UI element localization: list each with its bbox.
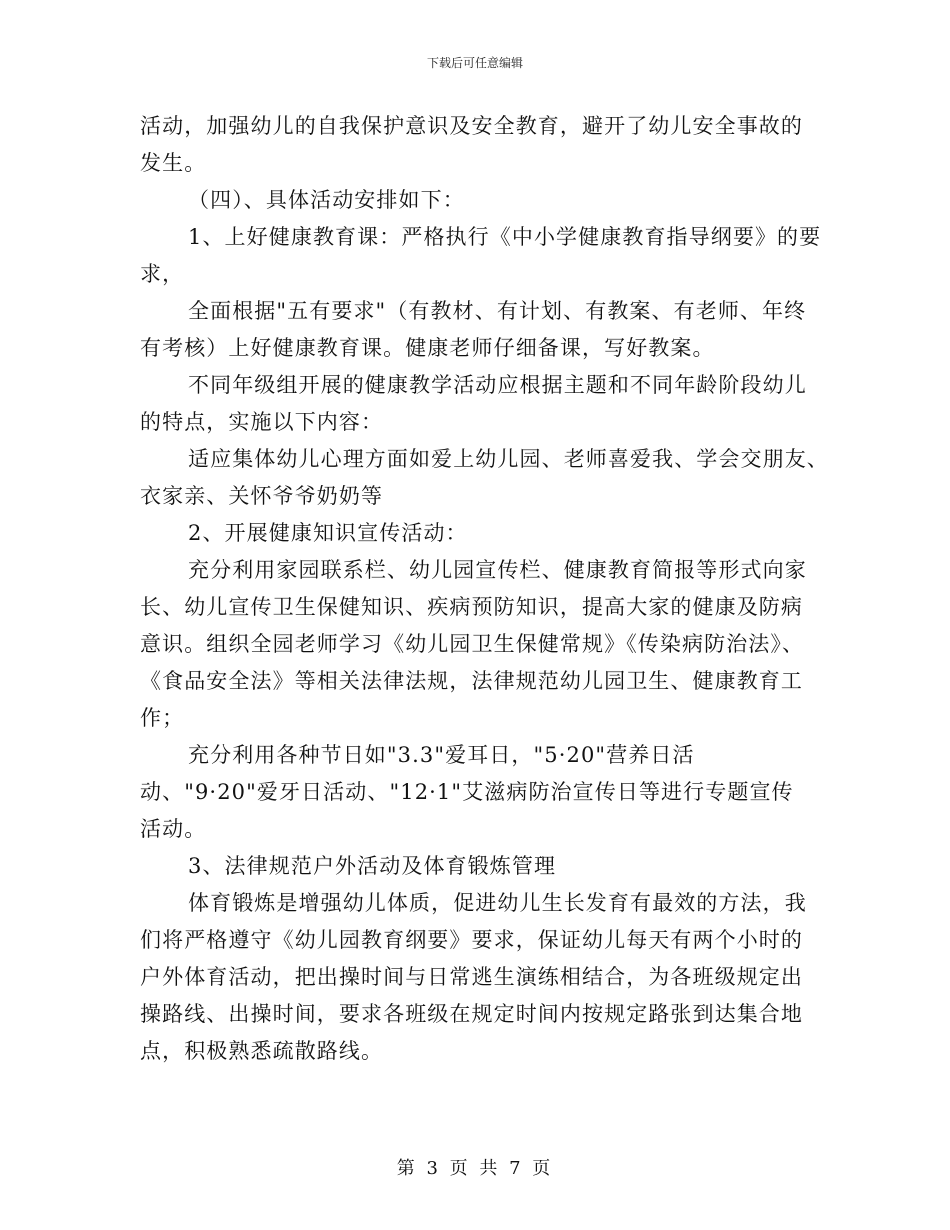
text-line: 全面根据"五有要求"（有教材、有计划、有教案、有老师、年终: [188, 299, 807, 323]
text-line: 户外体育活动，把出操时间与日常逃生演练相结合，为各班级规定出: [140, 965, 803, 989]
text-line: 充分利用各种节日如"3.3"爱耳日，"5·20"营养日活: [188, 743, 695, 767]
text-line: 适应集体幼儿心理方面如爱上幼儿园、老师喜爱我、学会交朋友、: [188, 447, 829, 471]
text-line: 活动，加强幼儿的自我保护意识及安全教育，避开了幼儿安全事故的: [140, 114, 803, 138]
text-line: 3、法律规范户外活动及体育锻炼管理: [188, 854, 557, 878]
text-line: 点，积极熟悉疏散路线。: [140, 1039, 384, 1063]
text-line: 2、开展健康知识宣传活动：: [188, 521, 468, 545]
text-line: 动、"9·20"爱牙日活动、"12·1"艾滋病防治宣传日等进行专题宣传: [140, 780, 794, 804]
text-line: （四）、具体活动安排如下：: [188, 188, 465, 212]
text-line: 《食品安全法》等相关法律法规，法律规范幼儿园卫生、健康教育工: [140, 669, 803, 693]
text-line: 的特点，实施以下内容：: [140, 410, 384, 434]
text-line: 体育锻炼是增强幼儿体质，促进幼儿生长发育有最效的方法，我: [188, 891, 807, 915]
text-line: 充分利用家园联系栏、幼儿园宣传栏、健康教育简报等形式向家: [188, 558, 807, 582]
text-line: 们将严格遵守《幼儿园教育纲要》要求，保证幼儿每天有两个小时的: [140, 928, 803, 952]
text-line: 不同年级组开展的健康教学活动应根据主题和不同年龄阶段幼儿: [188, 373, 807, 397]
text-line: 有考核）上好健康教育课。健康老师仔细备课，写好教案。: [140, 336, 715, 360]
text-line: 1、上好健康教育课：严格执行《中小学健康教育指导纲要》的要: [188, 225, 822, 249]
page-footer: 第 3 页 共 7 页: [396, 1158, 554, 1179]
text-line: 活动。: [140, 817, 207, 841]
page-header: 下载后可任意编辑: [426, 56, 523, 70]
text-line: 操路线、出操时间，要求各班级在规定时间内按规定路张到达集合地: [140, 1002, 803, 1026]
text-line: 长、幼儿宣传卫生保健知识、疾病预防知识，提高大家的健康及防病: [140, 595, 803, 619]
text-line: 意识。组织全园老师学习《幼儿园卫生保健常规》《传染病防治法》、: [140, 632, 805, 656]
text-line: 作；: [140, 706, 185, 730]
text-line: 衣家亲、关怀爷爷奶奶等: [140, 484, 384, 508]
document-body: [140, 108, 829, 1070]
text-line: 求，: [140, 262, 185, 286]
text-line: 发生。: [140, 151, 207, 175]
